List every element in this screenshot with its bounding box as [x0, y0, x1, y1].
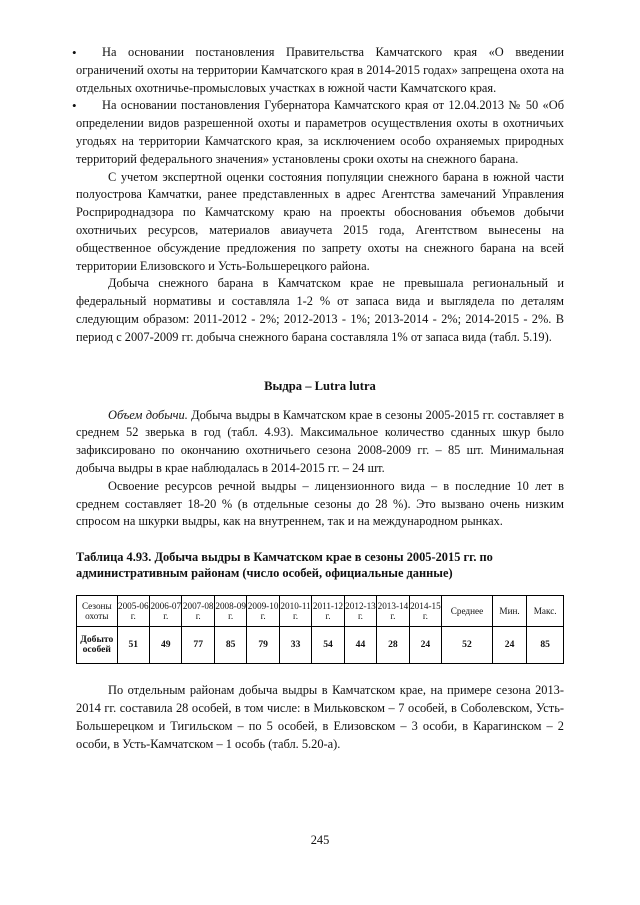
page-number: 245: [310, 833, 330, 847]
table-header-cell: 2005-06 г.: [117, 596, 149, 627]
table-row: [77, 627, 564, 664]
harvest-table: [76, 595, 564, 664]
section-title: Выдра – Lutra lutra: [264, 378, 376, 393]
paragraph-harvest-volume: [76, 407, 564, 478]
table-cell: 49: [150, 627, 182, 664]
table-cell: 79: [247, 627, 279, 664]
table-caption: Таблица 4.93. Добыча выдры в Камчатском крае в сезоны 2005-2015 гг. по административным районам (число особей, официальные данные): [76, 550, 493, 581]
table-header-cell: Макс.: [527, 596, 564, 627]
table-cell: 85: [527, 627, 564, 664]
table-cell: 51: [117, 627, 149, 664]
table-header-cell: Среднее: [442, 596, 493, 627]
table-cell: 24: [492, 627, 526, 664]
paragraph-expert-assessment: С учетом экспертной оценки состояния популяции снежного барана в южной части полуострова Камчатки, ранее представленных в адрес Агентства замечаний Управления Росприроднадзора по Камчатскому краю на проекты обоснования объемов добычи охотничьих ресурсов, материалов авиаучета 2015 года, Агентством вынесены на общественное обсуждение предложения по запрету охоты на снежного барана на всей территории Елизовского и Усть-Большерецкого района.: [76, 169, 564, 273]
table-header-cell: 2006-07 г.: [150, 596, 182, 627]
table-cell: 77: [182, 627, 214, 664]
table-cell: 85: [214, 627, 246, 664]
table-header-cell: 2013-14 г.: [377, 596, 409, 627]
paragraph-harvest-volume-text: Добыча выдры в Камчатском крае в сезоны 2005-2015 гг. составляет в среднем 52 зверька в год (табл. 4.93). Максимальное количество сданных шкур было зафиксировано по окончанию охотничьего сезона 2008-2009 гг. – 85 шт. Минимальная добыча выдры в крае наблюдалась в 2014-2015 гг. – 24 шт.: [76, 407, 564, 475]
bullet-paragraph-restrictions: • На основании постановления Правительства Камчатского края «О введении ограничений охоты на территории Камчатского края в 2014-2015 годах» запрещена охота на отдельных охотничье-промысловых участках в южной части Камчатского края.: [76, 44, 564, 97]
table-header-cell: 2012-13 г.: [344, 596, 376, 627]
table-header-cell: 2007-08 г.: [182, 596, 214, 627]
table-cell: 44: [344, 627, 376, 664]
table-header-cell: Сезоны охоты: [77, 596, 118, 627]
paragraph-district-breakdown: По отдельным районам добыча выдры в Камчатском крае, на примере сезона 2013-2014 гг. составила 28 особей, в том числе: в Мильковском – 7 особей, в Соболевском, Усть-Большерецком и Тигильском – по 5 особей, в Елизовском – 3 особи, в Карагинском – 2 особи, в Усть-Камчатском – 1 особь (табл. 5.20-а).: [76, 683, 564, 751]
table-cell: 54: [312, 627, 344, 664]
table-cell: 33: [279, 627, 311, 664]
paragraph-sheep-harvest: Добыча снежного барана в Камчатском крае не превышала региональный и федеральный нормативы и составляла 1-2 % от запаса вида и выглядела по деталям следующим образом: 2011-2012 - 2%; 2012-2013 - 1%; 2013-2014 - 2%; 2014-2015 - 2%. В период с 2007-2009 гг. добыча снежного барана составляла 1% от запаса вида (табл. 5.19).: [76, 276, 564, 344]
table-header-row: [77, 596, 564, 627]
paragraph-resource-use: Освоение ресурсов речной выдры – лицензионного вида – в последние 10 лет в среднем составляет 18-20 % (в отдельные сезоны до 28 %). Это вызвано очень низким спросом на шкурки выдры, как на внутреннем, так и на международном рынках.: [76, 478, 564, 529]
table-header-cell: 2008-09 г.: [214, 596, 246, 627]
paragraph-lead-italic: Объем добычи.: [108, 407, 188, 422]
table-header-cell: 2014-15 г.: [409, 596, 441, 627]
table-header-cell: 2009-10 г.: [247, 596, 279, 627]
table-cell: 52: [442, 627, 493, 664]
table-header-cell: Мин.: [492, 596, 526, 627]
table-row-label: Добыто особей: [77, 627, 118, 664]
table-cell: 28: [377, 627, 409, 664]
bullet-paragraph-governor-decree: • На основании постановления Губернатора Камчатского края от 12.04.2013 № 50 «Об определении видов разрешенной охоты и параметров осуществления охоты в охотничьих угодьях на территории Камчатского края, за исключением особо охраняемых природных территорий федерального значения» установлены сроки охоты на снежного барана.: [76, 97, 564, 168]
table-header-cell: 2011-12 г.: [312, 596, 344, 627]
table-cell: 24: [409, 627, 441, 664]
table-header-cell: 2010-11 г.: [279, 596, 311, 627]
